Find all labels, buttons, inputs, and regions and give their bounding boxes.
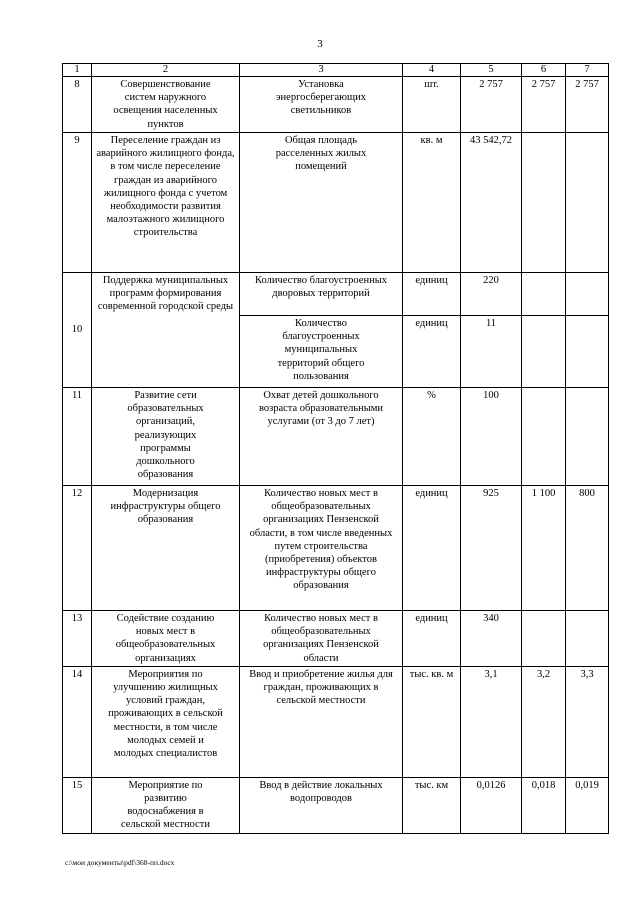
- value-col5: 3,1: [461, 666, 522, 777]
- row-number: 8: [63, 77, 92, 133]
- value-col5: 43 542,72: [461, 133, 522, 273]
- unit: единиц: [403, 273, 461, 316]
- indicator-name: [240, 777, 403, 833]
- unit: единиц: [403, 316, 461, 388]
- value-col5: 0,0126: [461, 777, 522, 833]
- page-number: 3: [317, 38, 323, 50]
- table-header-row: [63, 64, 609, 77]
- measure-name-text: Переселение граждан из аварийного жилищного фонда, в том числе переселение граждан из аварийного жилищного фонда с учетом необходимости развития малоэтажного жилищного строительства: [96, 135, 235, 239]
- unit: тыс. км: [403, 777, 461, 833]
- measure-name: [92, 611, 240, 667]
- value-col6: [522, 316, 566, 388]
- measure-name-text: Мероприятия по улучшению жилищных условий граждан, проживающих в сельской местности, в том числе молодых семей и молодых специалистов: [108, 668, 223, 760]
- value-col5: 925: [461, 486, 522, 611]
- measure-name: [92, 777, 240, 833]
- column-header: 7: [566, 64, 609, 77]
- indicators-table: [62, 63, 609, 834]
- column-header: 3: [240, 64, 403, 77]
- measure-name-text: Модернизация инфраструктуры общего образования: [110, 488, 221, 526]
- indicator-name: [240, 77, 403, 133]
- indicator-name-text: Количество новых мест в общеобразовательных организациях Пензенской области: [263, 613, 379, 664]
- value-col6: 0,018: [522, 777, 566, 833]
- value-col7: [566, 273, 609, 316]
- indicator-name-text: Ввод в действие локальных водопроводов: [259, 779, 383, 805]
- value-col6: [522, 388, 566, 486]
- value-col7: 2 757: [566, 77, 609, 133]
- measure-name: [92, 666, 240, 777]
- measure-name-text: Совершенствование систем наружного освещения населенных пунктов: [113, 79, 218, 130]
- unit: единиц: [403, 486, 461, 611]
- value-col5: 100: [461, 388, 522, 486]
- measure-name-text: Поддержка муниципальных программ формирования современной городской среды: [97, 275, 234, 313]
- table-row: [63, 486, 609, 611]
- value-col7: [566, 316, 609, 388]
- value-col6: 3,2: [522, 666, 566, 777]
- measure-name-text: Содействие созданию новых мест в общеобразовательных организациях: [115, 613, 216, 664]
- table-row: [63, 611, 609, 667]
- column-header: 4: [403, 64, 461, 77]
- value-col6: 1 100: [522, 486, 566, 611]
- value-col7: 3,3: [566, 666, 609, 777]
- unit: %: [403, 388, 461, 486]
- table-row: [63, 666, 609, 777]
- measure-name: [92, 388, 240, 486]
- indicator-name: [240, 388, 403, 486]
- row-number: 12: [63, 486, 92, 611]
- column-header: 6: [522, 64, 566, 77]
- table-row: [63, 133, 609, 273]
- measure-name-text: Развитие сети образовательных организаций, реализующих программы дошкольного образования: [127, 390, 204, 481]
- value-col5: 220: [461, 273, 522, 316]
- indicator-name-text: Охват детей дошкольного возраста образовательными услугами (от 3 до 7 лет): [258, 390, 384, 428]
- value-col5: 340: [461, 611, 522, 667]
- table-row: [63, 273, 609, 316]
- value-col7: [566, 133, 609, 273]
- column-header: 5: [461, 64, 522, 77]
- table-row: [63, 77, 609, 133]
- value-col6: 2 757: [522, 77, 566, 133]
- indicator-name: [240, 316, 403, 388]
- table-body: [63, 64, 609, 834]
- indicator-name: [240, 611, 403, 667]
- row-number: 9: [63, 133, 92, 273]
- row-number: 14: [63, 666, 92, 777]
- table-row: [63, 777, 609, 833]
- value-col6: [522, 273, 566, 316]
- indicator-name: [240, 666, 403, 777]
- measure-name-text: Мероприятие по развитию водоснабжения в сельской местности: [120, 779, 210, 831]
- indicator-name: [240, 486, 403, 611]
- indicator-name: [240, 133, 403, 273]
- row-number: 13: [63, 611, 92, 667]
- value-col5: 2 757: [461, 77, 522, 133]
- measure-name: [92, 77, 240, 133]
- indicator-name: [240, 273, 403, 316]
- value-col6: [522, 611, 566, 667]
- value-col7: [566, 611, 609, 667]
- indicator-name-text: Количество благоустроенных дворовых территорий: [255, 275, 387, 300]
- measure-name: [92, 486, 240, 611]
- indicator-name-text: Количество новых мест в общеобразовательных организациях Пензенской области, в том числе введенных путем строительства (приобретения) объектов инфраструктуры общего образования: [249, 488, 393, 592]
- table-row: [63, 388, 609, 486]
- row-number: 15: [63, 777, 92, 833]
- indicator-name-text: Общая площадь расселенных жилых помещений: [275, 135, 367, 173]
- value-col7: [566, 388, 609, 486]
- unit: кв. м: [403, 133, 461, 273]
- value-col6: [522, 133, 566, 273]
- unit: единиц: [403, 611, 461, 667]
- unit: шт.: [403, 77, 461, 133]
- row-number: 11: [63, 388, 92, 486]
- indicator-name-text: Количество благоустроенных муниципальных территорий общего пользования: [277, 318, 365, 382]
- value-col7: 800: [566, 486, 609, 611]
- measure-name: [92, 273, 240, 388]
- value-col7: 0,019: [566, 777, 609, 833]
- column-header: 2: [92, 64, 240, 77]
- value-col5: 11: [461, 316, 522, 388]
- row-number: 10: [63, 273, 92, 388]
- indicator-name-text: Установка энергосберегающих светильников: [276, 79, 366, 117]
- measure-name: [92, 133, 240, 273]
- indicator-name-text: Ввод и приобретение жилья для граждан, проживающих в сельской местности: [249, 668, 393, 707]
- file-path-footer: c:\мои документы\pdf\368-пп.docx: [65, 858, 175, 867]
- column-header: 1: [63, 64, 92, 77]
- unit: тыс. кв. м: [403, 666, 461, 777]
